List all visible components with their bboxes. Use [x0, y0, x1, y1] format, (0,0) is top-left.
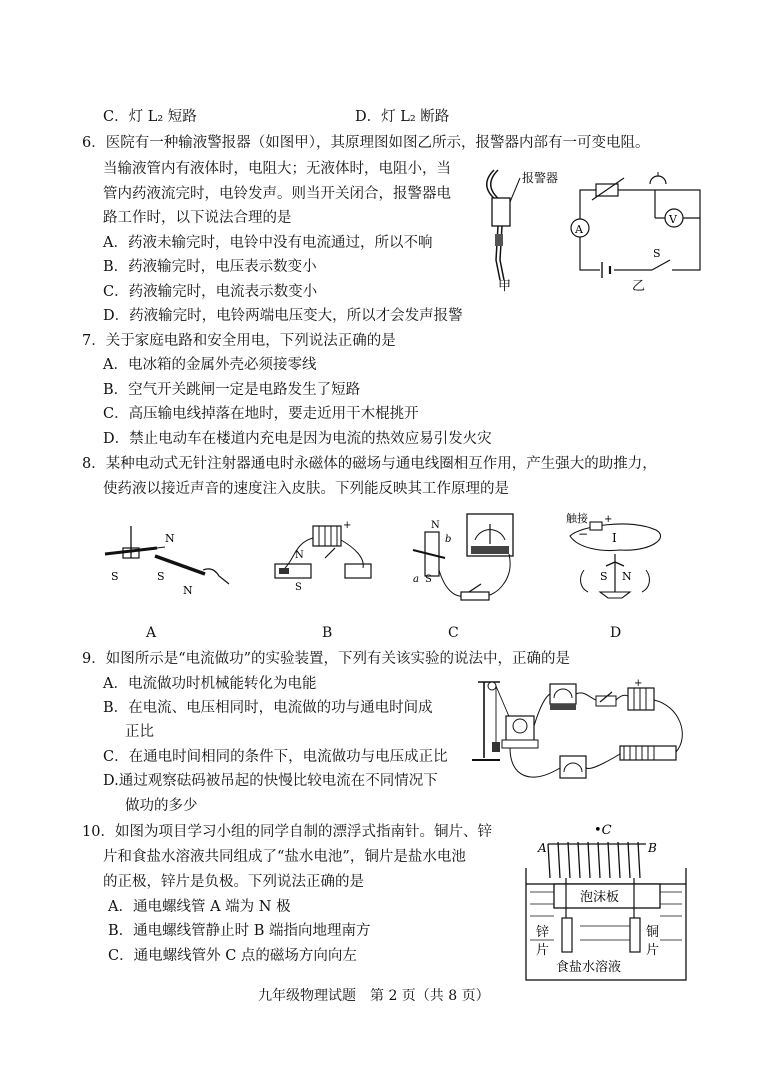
salt-solution-label: 食盐水溶液 — [556, 960, 622, 975]
fig-d-plus: + — [604, 514, 613, 525]
q7-stem: 7．关于家庭电路和安全用电，下列说法正确的是 — [82, 333, 396, 349]
end-b-label: B — [648, 841, 657, 855]
q10-stem-line2: 片和食盐水溶液共同组成了“盐水电池”，铜片是盐水电池 — [103, 849, 466, 865]
q6-figure-jia — [478, 160, 568, 295]
q6-stem-line3: 管内药液流完时，电铃发声。则当开关闭合，报警器电 — [103, 186, 451, 202]
switch-label: S — [653, 247, 661, 260]
q9-stem: 9．如图所示是“电流做功”的实验装置，下列有关该实验的说法中，正确的是 — [82, 651, 571, 667]
fig-c-n: N — [431, 520, 440, 531]
copper-label-2: 片 — [646, 943, 660, 958]
q9-option-b-cont: 正比 — [125, 724, 154, 740]
q9-fig-plus: + — [634, 678, 643, 689]
q8-caption-c: C — [448, 625, 459, 641]
q6-stem-line1: 6．医院有一种输液警报器（如图甲），其原理图如图乙所示，报警器内部有一可变电阻。 — [82, 135, 650, 151]
fig-d-touch: 触接 — [566, 512, 588, 525]
fig-d-n: N — [622, 570, 632, 583]
fig-b-s: S — [295, 582, 302, 593]
fig-d-current: I — [612, 531, 617, 545]
q9-option-b: B．在电流、电压相同时，电流做的功与通电时间成 — [103, 700, 433, 716]
q8-stem-line1: 8．某种电动式无针注射器通电时永磁体的磁场与通电线圈相互作用，产生强大的助推力， — [82, 456, 657, 472]
q9-option-c: C．在通电时间相同的条件下，电流做功与电压成正比 — [103, 749, 448, 765]
q9-option-d: D.通过观察砝码被吊起的快慢比较电流在不同情况下 — [103, 773, 438, 789]
q10-stem-line1: 10．如图为项目学习小组的同学自制的漂浮式指南针。铜片、锌 — [82, 824, 492, 840]
q8-stem-line2: 使药液以接近声音的速度注入皮肤。下列能反映其工作原理的是 — [103, 481, 509, 497]
q9-option-a: A．电流做功时机械能转化为电能 — [103, 676, 317, 692]
alarm-label: 报警器 — [522, 171, 559, 185]
fig-a-s1: S — [111, 570, 119, 583]
fig-yi-caption: 乙 — [632, 279, 646, 294]
fig-a-s2: S — [157, 570, 165, 583]
q6-option-b: B．药液输完时，电压表示数变小 — [103, 259, 317, 275]
q7-option-a: A．电冰箱的金属外壳必须接零线 — [103, 357, 317, 373]
copper-label-1: 铜 — [646, 925, 660, 940]
fig-jia-caption: 甲 — [498, 279, 512, 294]
q8-figure-d — [560, 508, 680, 608]
ammeter-symbol: A — [575, 223, 583, 236]
fig-d-minus: − — [578, 527, 589, 541]
q8-figure-a — [95, 518, 235, 603]
q8-caption-b: B — [322, 625, 333, 641]
fig-c-s: S — [425, 574, 432, 585]
fig-b-n: N — [295, 550, 304, 561]
q10-stem-line3: 的正极，锌片是负极。下列说法正确的是 — [103, 874, 364, 890]
q8-caption-a: A — [146, 625, 157, 641]
q6-option-a: A．药液未输完时，电铃中没有电流通过，所以不响 — [103, 235, 433, 251]
q5-option-d: D．灯 L₂ 断路 — [355, 109, 450, 125]
fig-a-n1: N — [165, 532, 175, 545]
q6-option-c: C．药液输完时，电流表示数变小 — [103, 284, 318, 300]
zinc-label-1: 锌 — [536, 925, 550, 940]
fig-a-n2: N — [183, 584, 193, 597]
q7-option-c: C．高压输电线掉落在地时，要走近用干木棍挑开 — [103, 406, 419, 422]
fig-c-a: a — [413, 574, 419, 585]
foam-board-label: 泡沫板 — [580, 890, 620, 905]
q8-caption-d: D — [610, 625, 622, 641]
q7-option-b: B．空气开关跳闸一定是电路发生了短路 — [103, 382, 361, 398]
q6-stem-line4: 路工作时，以下说法合理的是 — [103, 210, 292, 226]
q10-option-c: C．通电螺线管外 C 点的磁场方向向左 — [108, 948, 357, 964]
q7-option-d: D．禁止电动车在楼道内充电是因为电流的热效应易引发火灾 — [103, 431, 492, 447]
q10-figure — [520, 818, 692, 983]
end-a-label: A — [538, 841, 547, 855]
q6-figure-yi — [570, 170, 720, 295]
q10-option-a: A．通电螺线管 A 端为 N 极 — [108, 899, 291, 915]
point-c-label: •C — [594, 823, 612, 838]
q8-figure-c — [405, 510, 525, 610]
fig-d-s: S — [600, 570, 608, 583]
q6-stem-line2: 当输液管内有液体时，电阻大；无液体时，电阻小，当 — [103, 161, 451, 177]
fig-b-plus: + — [343, 520, 352, 531]
voltmeter-symbol: V — [669, 213, 677, 226]
q5-option-c: C．灯 L₂ 短路 — [103, 109, 197, 125]
page-footer: 九年级物理试题 第 2 页（共 8 页） — [258, 988, 490, 1004]
zinc-label-2: 片 — [536, 943, 550, 958]
q9-option-d-cont: 做功的多少 — [125, 798, 198, 814]
q6-option-d: D．药液输完时，电铃两端电压变大，所以才会发声报警 — [103, 308, 463, 324]
fig-c-b: b — [445, 534, 452, 545]
q8-figure-b — [265, 518, 385, 603]
q10-option-b: B．通电螺线管静止时 B 端指向地理南方 — [108, 923, 371, 939]
q9-figure — [470, 676, 698, 798]
